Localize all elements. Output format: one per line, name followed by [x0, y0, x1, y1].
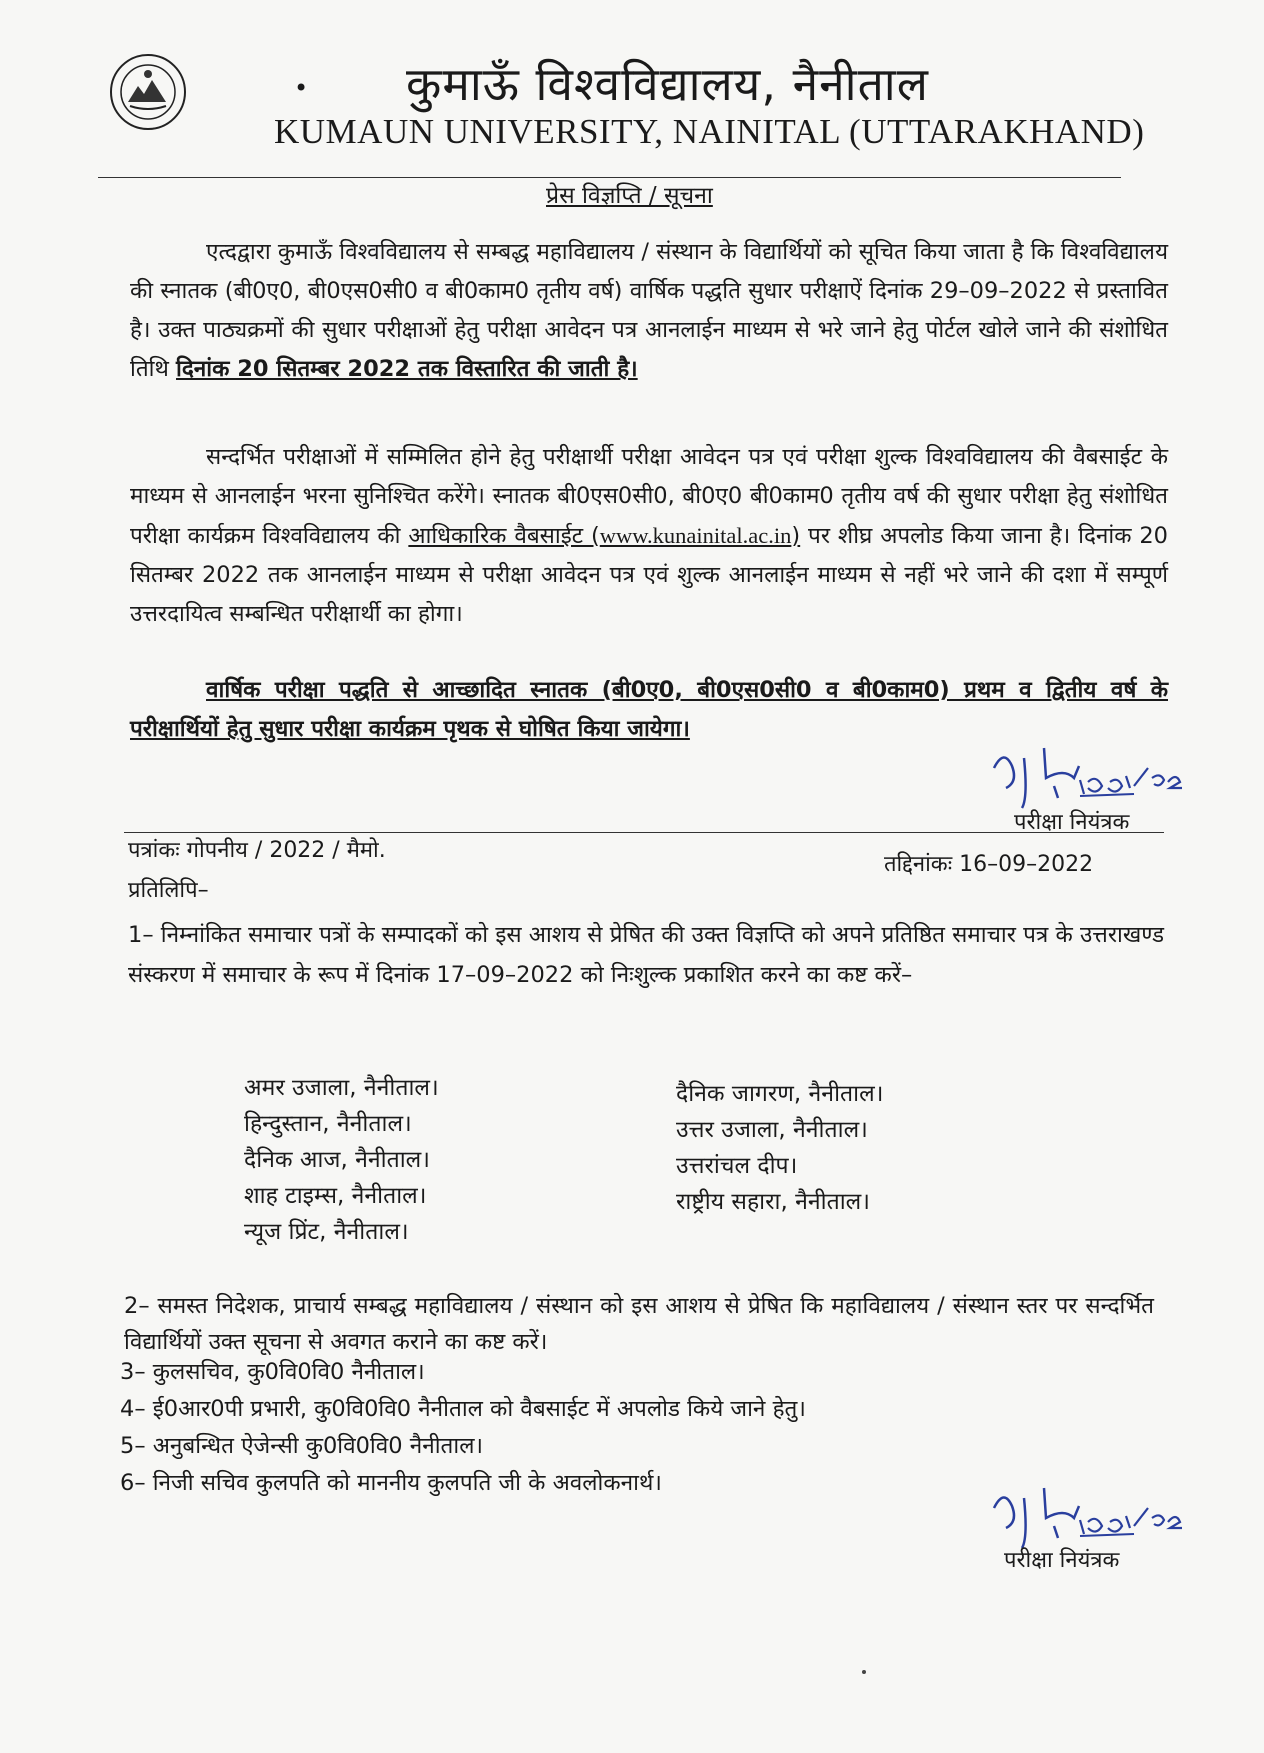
copy-items-list — [120, 1354, 806, 1502]
header-bullet: • — [294, 74, 309, 102]
copy-to-label: प्रतिलिपि– — [128, 878, 209, 903]
newspaper-item: न्यूज प्रिंट, नैनीताल। — [244, 1219, 409, 1245]
paragraph-1-text: एत्दद्वारा कुमाऊँ विश्वविद्यालय से सम्बद्ध महाविद्यालय / संस्थान के विद्यार्थियों को सूचित किया जाता है कि विश्वविद्यालय की स्नातक (बी0ए0, बी0एस0सी0 व बी0काम0 तृतीय वर्ष) वार्षिक पद्धति सुधार परीक्षाऐं दिनांक 29–09–2022 से प्रस्तावित है। उक्त पाठ्यक्रमों की सुधार परीक्षाओं हेतु परीक्षा आवेदन पत्र आनलाईन माध्यम से भरे जाने हेतु पोर्टल खोले जाने की संशोधित तिथि — [130, 239, 1168, 382]
signature-title-1: परीक्षा नियंत्रक — [1014, 810, 1130, 835]
newspaper-item: उत्तर उजाला, नैनीताल। — [676, 1117, 868, 1143]
paragraph-2 — [130, 438, 1168, 634]
paragraph-3: वार्षिक परीक्षा पद्धति से आच्छादित स्नातक (बी0ए0, बी0एस0सी0 व बी0काम0) प्रथम व द्वितीय वर्ष के परीक्षार्थियों हेतु सुधार परीक्षा कार्यक्रम पृथक से घोषित किया जायेगा। — [130, 677, 1168, 742]
university-title-english: KUMAUN UNIVERSITY, NAINITAL (UTTARAKHAND) — [274, 112, 1145, 151]
copy-item: 6– निजी सचिव कुलपति को माननीय कुलपति जी के अवलोकनार्थ। — [120, 1470, 662, 1496]
newspaper-item: दैनिक आज, नैनीताल। — [244, 1147, 430, 1173]
paragraph-1-highlight: दिनांक 20 सितम्बर 2022 तक विस्तारित की जाती है। — [176, 356, 638, 382]
copy-item-2: 2– समस्त निदेशक, प्राचार्य सम्बद्ध महाविद्यालय / संस्थान को इस आशय से प्रेषित कि महाविद्यालय / संस्थान स्तर पर सन्दर्भित विद्यार्थियों उक्त सूचना से अवगत कराने का कष्ट करें। — [124, 1293, 1154, 1355]
paragraph-2-text-b: पर शीघ्र अपलोड किया जाना है। दिनांक 20 सितम्बर 2022 तक आनलाईन माध्यम से परीक्षा आवेदन पत्र एवं शुल्क आनलाईन माध्यम से नहीं भरे जाने की दशा में सम्पूर्ण उत्तरदायित्व सम्बन्धित परीक्षार्थी का होगा। — [130, 523, 1168, 627]
newspaper-item: दैनिक जागरण, नैनीताल। — [676, 1081, 884, 1107]
website-label-close: ) — [791, 523, 801, 549]
paragraph-2-text-a: सन्दर्भित परीक्षाओं में सम्मिलित होने हेतु परीक्षार्थी परीक्षा आवेदन पत्र एवं परीक्षा शुल्क विश्वविद्यालय की वैबसाईट के माध्यम से आनलाईन भरना सुनिश्चित करेंगे। स्नातक बी0एस0सी0, बी0ए0 बी0काम0 तृतीय वर्ष की सुधार परीक्षा हेतु संशोधित परीक्षा कार्यक्रम विश्वविद्यालय की — [130, 444, 1168, 549]
university-title-hindi: कुमाऊँ विश्वविद्यालय, नैनीताल — [406, 57, 929, 111]
press-release-heading: प्रेस विज्ञप्ति / सूचना — [546, 183, 713, 209]
newspaper-item: उत्तरांचल दीप। — [676, 1153, 798, 1179]
newspaper-list-right — [676, 1076, 883, 1220]
newspaper-list-left — [244, 1070, 439, 1250]
signature-title-2: परीक्षा नियंत्रक — [1004, 1548, 1120, 1573]
copy-item: 4– ई0आर0पी प्रभारी, कु0वि0वि0 नैनीताल को वैबसाईट में अपलोड किये जाने हेतु। — [120, 1396, 806, 1422]
paragraph-1 — [130, 233, 1168, 389]
university-seal-icon — [108, 52, 188, 132]
newspaper-item: हिन्दुस्तान, नैनीताल। — [244, 1111, 412, 1137]
newspaper-item: राष्ट्रीय सहारा, नैनीताल। — [676, 1189, 870, 1215]
reference-number: पत्रांकः गोपनीय / 2022 / मैमो. — [128, 838, 386, 863]
scan-speck — [862, 1670, 866, 1674]
copy-item: 5– अनुबन्धित ऐजेन्सी कु0वि0वि0 नैनीताल। — [120, 1433, 483, 1459]
reference-divider — [124, 832, 1164, 833]
newspaper-item: शाह टाइम्स, नैनीताल। — [244, 1183, 427, 1209]
newspaper-item: अमर उजाला, नैनीताल। — [244, 1075, 439, 1101]
website-link[interactable]: www.kunainital.ac.in — [599, 523, 792, 548]
copy-item: 3– कुलसचिव, कु0वि0वि0 नैनीताल। — [120, 1359, 425, 1385]
copy-item-1: 1– निम्नांकित समाचार पत्रों के सम्पादकों को इस आशय से प्रेषित की उक्त विज्ञप्ति को अपने प्रतिष्ठित समाचार पत्र के उत्तराखण्ड संस्करण में समाचार के रूप में दिनांक 17–09–2022 को निःशुल्क प्रकाशित करने का कष्ट करें– — [128, 922, 1164, 988]
reference-date: तद्दिनांकः 16–09–2022 — [884, 852, 1094, 877]
website-label: आधिकारिक वैबसाईट ( — [408, 523, 600, 549]
